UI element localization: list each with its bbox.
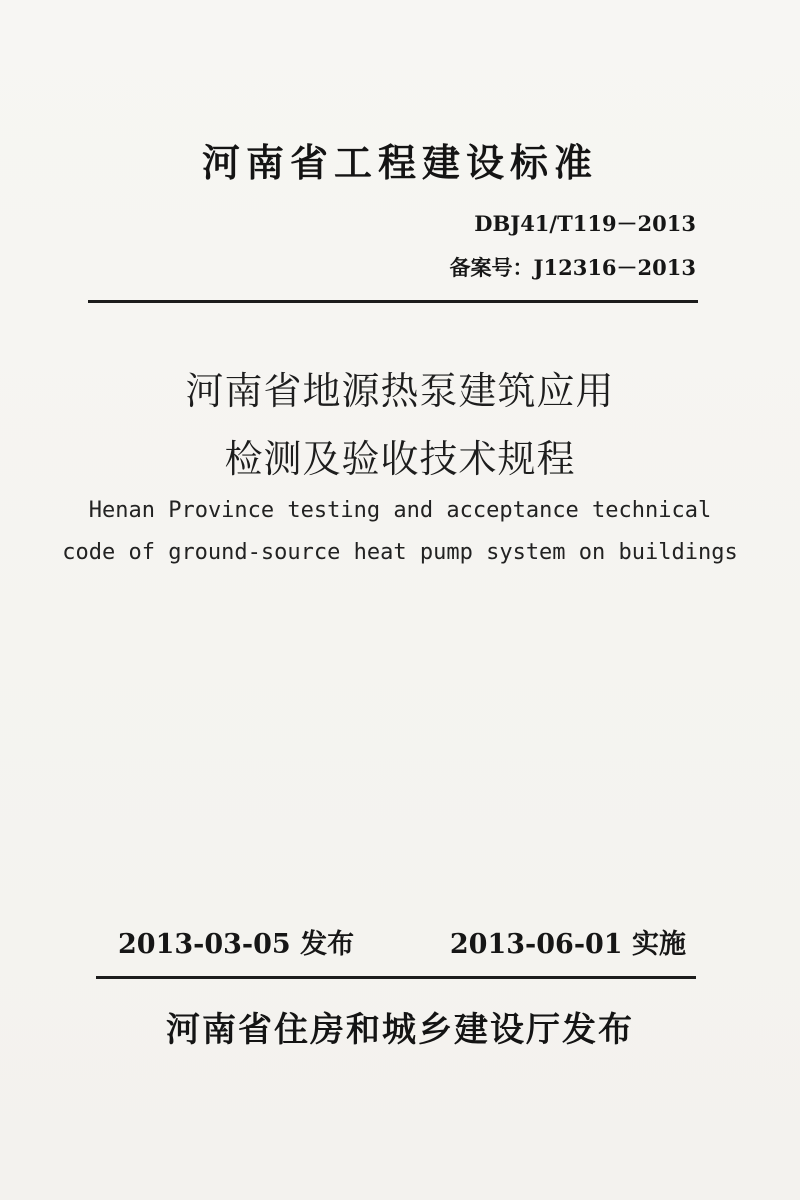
standard-number: DBJ41/T119－2013: [474, 211, 696, 236]
title-english-line-1: Henan Province testing and acceptance technical: [88, 498, 712, 523]
implementation-date: 2013-06-01 实施: [449, 929, 686, 960]
title-chinese-line-1: 河南省地源热泵建筑应用: [185, 369, 615, 413]
title-english-line-2: code of ground-source heat pump system on buildings: [62, 540, 738, 565]
publisher: 河南省住房和城乡建设厅发布: [166, 1010, 634, 1050]
bottom-divider: [96, 976, 696, 979]
series-title: 河南省工程建设标准: [201, 141, 598, 185]
record-number: 备案号：J12316－2013: [449, 255, 696, 280]
title-chinese-line-2: 检测及验收技术规程: [224, 437, 576, 481]
issue-date: 2013-03-05 发布: [118, 929, 355, 960]
top-divider: [88, 300, 698, 303]
